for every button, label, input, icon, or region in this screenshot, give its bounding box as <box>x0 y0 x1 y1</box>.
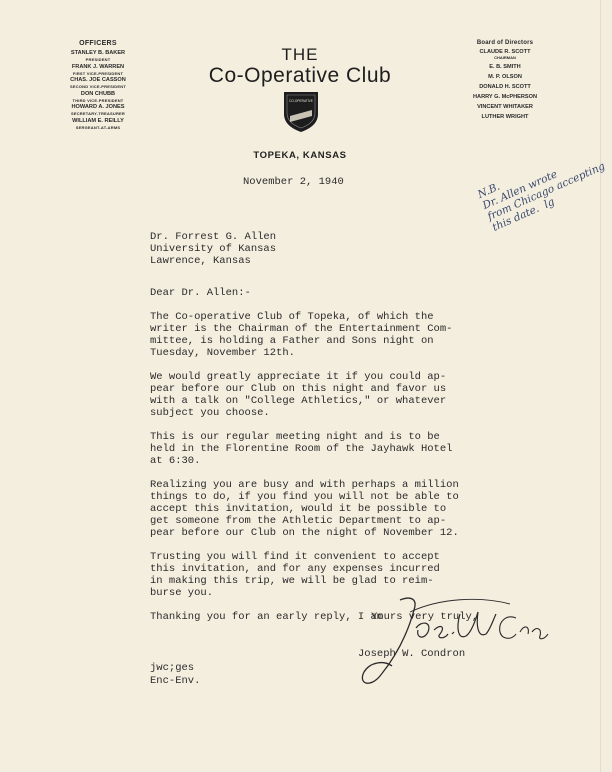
director-entry <box>446 114 564 120</box>
officer-title: PRESIDENT <box>85 57 111 62</box>
director-name: DONALD H. SCOTT <box>479 84 531 90</box>
director-entry <box>446 64 564 70</box>
letter-date: November 2, 1940 <box>243 176 344 188</box>
officer-name: STANLEY B. BAKER <box>70 50 126 56</box>
address-line: Dr. Forrest G. Allen <box>150 231 277 243</box>
masthead-the: THE <box>281 45 319 64</box>
body-paragraph: Trusting you will find it convenient to accept this invitation, and for any expenses incurred in making this trip, we will be glad to reim- burse you. <box>150 551 440 599</box>
handwritten-note <box>470 150 607 240</box>
address-line: Lawrence, Kansas <box>150 255 251 267</box>
director-entry <box>446 94 564 100</box>
officer-title: FIRST VICE-PRESIDENT <box>72 70 124 76</box>
body-paragraph: This is our regular meeting night and is to be held in the Florentine Room of the Jayhawk Hotel at 6:30. <box>150 431 453 467</box>
recipient-address <box>150 231 276 267</box>
body-paragraph: Thanking you for an early reply, I am <box>150 611 384 623</box>
signer-name: Joseph W. Condron <box>358 648 466 660</box>
salutation: Dear Dr. Allen:- <box>150 287 251 299</box>
director-entry <box>446 84 564 90</box>
officers-list <box>42 40 154 131</box>
officer-name: WILLIAM E. REILLY <box>72 117 124 124</box>
officer-entry <box>42 50 154 63</box>
officer-title: THIRD VICE-PRESIDENT <box>72 97 124 103</box>
director-name: CLAUDE R. SCOTT <box>479 49 531 55</box>
director-name: HARRY G. McPHERSON <box>472 94 538 100</box>
officer-entry <box>42 118 154 131</box>
officer-name: FRANK J. WARREN <box>71 63 125 70</box>
handwritten-signature <box>340 588 550 698</box>
director-title: CHAIRMAN <box>494 55 516 60</box>
officer-name: DON CHUBB <box>80 90 116 97</box>
officer-title: SECRETARY-TREASURER <box>70 111 126 116</box>
address-line: University of Kansas <box>150 243 277 255</box>
letter-closing: Yours very truly, <box>371 611 479 623</box>
officer-entry <box>42 77 154 90</box>
director-name: LUTHER WRIGHT <box>481 114 529 120</box>
enclosure-note: Enc-Env. <box>150 675 201 687</box>
director-entry <box>446 49 564 60</box>
body-paragraph: The Co-operative Club of Topeka, of which the writer is the Chairman of the Entertainment Com- mittee, is holding a Father and Sons night on Tuesday, November 12th. <box>150 311 453 359</box>
typist-initials: jwc;ges <box>150 662 195 674</box>
club-masthead <box>170 46 430 88</box>
handwritten-note-text: N.B. Dr. Allen wrote from Chicago accepting this date. lg <box>476 160 607 234</box>
officer-title: SECOND VICE-PRESIDENT <box>70 84 126 89</box>
club-city: TOPEKA, KANSAS <box>253 150 347 161</box>
emblem-label: CO-OPERATIVE <box>289 99 313 103</box>
body-paragraph: We would greatly appreciate it if you could ap- pear before our Club on this night and favor us with a talk on "College Athletics," or whatever subject you choose. <box>150 371 447 419</box>
officer-name: CHAS. JOE CASSON <box>70 77 126 83</box>
officer-entry <box>42 104 154 117</box>
officer-name: HOWARD A. JONES <box>71 104 125 110</box>
club-emblem-icon <box>282 90 320 134</box>
directors-list <box>446 40 564 124</box>
officer-title: SERGEANT-AT-ARMS <box>75 124 121 130</box>
director-name: M. P. OLSON <box>488 74 522 80</box>
club-name: Co-Operative Club <box>208 64 392 87</box>
directors-heading: Board of Directors <box>476 40 534 46</box>
reference-initials <box>150 662 200 688</box>
director-name: E. B. SMITH <box>489 64 521 70</box>
officer-entry <box>42 91 154 104</box>
director-entry <box>446 74 564 80</box>
director-name: VINCENT WHITAKER <box>477 104 533 110</box>
officers-heading: OFFICERS <box>79 40 117 47</box>
officer-entry <box>42 64 154 77</box>
body-paragraph: Realizing you are busy and with perhaps a million things to do, if you find you will not be able to accept this invitation, would it be possible to get someone from the Athletic Department to ap- pear before our Club on the night of November 12. <box>150 479 459 539</box>
letter-body <box>150 311 550 635</box>
director-entry <box>446 104 564 110</box>
